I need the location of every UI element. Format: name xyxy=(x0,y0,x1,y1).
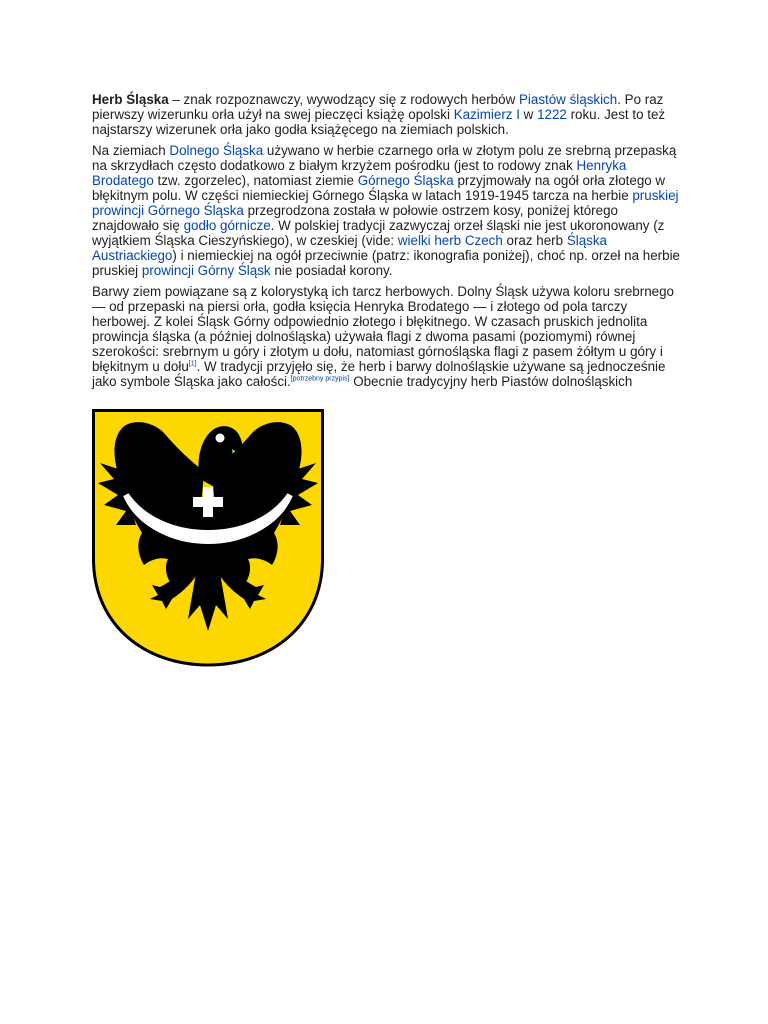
text: nie posiadał korony. xyxy=(270,263,393,278)
article-body xyxy=(92,92,682,395)
text: przyjmowały na ogół orła złotego w błękitnym polu. W części niemieckiej Górnego Śląska w latach 1919-1945 tarcza na herbie xyxy=(92,173,666,203)
text: – znak rozpoznawczy, wywodzący się z rodowych herbów xyxy=(168,92,519,107)
text: Na ziemiach xyxy=(92,143,170,158)
text: ) i niemieckiej na ogół przeciwnie (patrz: ikonografia poniżej), choć np. orzeł na herbie pruskiej xyxy=(92,248,681,278)
link-henryka-brodatego[interactable]: Henryka Brodatego xyxy=(92,158,627,188)
reference-1[interactable]: [1] xyxy=(188,360,197,368)
paragraph-intro xyxy=(92,92,682,137)
link-gornego-slaska[interactable]: Górnego Śląska xyxy=(357,173,454,188)
link-piastow-slaskich[interactable]: Piastów śląskich xyxy=(518,92,618,107)
text: . W polskiej tradycji zazwyczaj orzeł śląski nie jest ukoronowany (z wyjątkiem Śląska Cieszyńskiego), w czeskiej (vide: xyxy=(92,218,665,248)
link-wielki-herb-czech[interactable]: wielki herb Czech xyxy=(397,233,503,248)
text: . Po raz pierwszy wizerunku orła użył na swej pieczęci książę opolski xyxy=(92,92,664,122)
text: przegrodzona została w połowie ostrzem kosy, poniżej którego znajdowało się xyxy=(92,203,618,233)
eagle-eye xyxy=(216,434,225,443)
paragraph-colors xyxy=(92,284,682,389)
text: roku. Jest to też najstarszy wizerunek orła jako godła książęcego na ziemiach polskich. xyxy=(92,107,666,137)
lower-silesia-coat-of-arms-icon[interactable] xyxy=(92,409,324,667)
link-1222[interactable]: 1222 xyxy=(537,107,567,122)
paragraph-history xyxy=(92,143,682,278)
text: Obecnie tradycyjny herb Piastów dolnośląskich xyxy=(349,374,633,389)
citation-needed-link[interactable]: [potrzebny przypis] xyxy=(290,375,350,383)
link-kazimierz-i[interactable]: Kazimierz I xyxy=(453,107,520,122)
link-pruskiej-prowincji[interactable]: pruskiej prowincji Górnego Śląska xyxy=(92,188,679,218)
link-godlo-gornicze[interactable]: godło górnicze xyxy=(183,218,271,233)
text: oraz herb xyxy=(502,233,567,248)
text: . W tradycji przyjęło się, że herb i barwy dolnośląskie używane są jednocześnie jako symbole Śląska jako całości. xyxy=(92,359,666,389)
article-title: Herb Śląska xyxy=(92,92,169,107)
text: tzw. zgorzelec), natomiast ziemie xyxy=(153,173,358,188)
link-slaska-austriackiego[interactable]: Śląska Austriackiego xyxy=(92,233,608,263)
text: używano w herbie czarnego orła w złotym polu ze srebrną przepaską na skrzydłach często dodatkowo z białym krzyżem pośrodku (jest to rodowy znak xyxy=(92,143,677,173)
link-prowincji-gorny-slask[interactable]: prowincji Górny Śląsk xyxy=(141,263,271,278)
text: Barwy ziem powiązane są z kolorystyką ich tarcz herbowych. Dolny Śląsk używa koloru srebrnego — od przepaski na piersi orła, godła księcia Henryka Brodatego — i złotego od pola tarczy herbowej. Z kolei Śląsk Górny odpowiednio złotego i błękitnego. W czasach pruskich jednolita prowincja śląska (a później dolnośląska) używała flagi z dwoma pasami (poziomymi) równej szerokości: srebrnym u góry i złotym u dołu, natomiast górnośląska flagi z pasem żółtym u góry i błękitnym u dołu xyxy=(92,284,674,374)
text: w xyxy=(519,107,538,122)
link-dolnego-slaska[interactable]: Dolnego Śląska xyxy=(169,143,264,158)
